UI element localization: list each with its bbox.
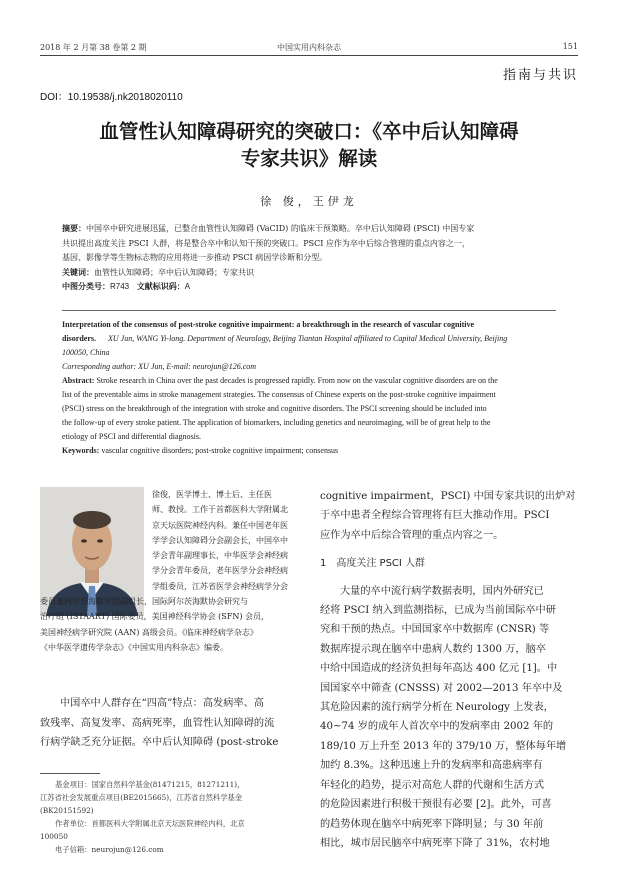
bio-line: 京天坛医院神经内科。兼任中国老年医 (152, 520, 288, 530)
title-line-2: 专家共识》解读 (240, 147, 378, 170)
bio-line: 委员兼阿尔茨海默学组副组长，国际阿尔茨海默协会研究与 (40, 597, 248, 607)
cn-abstract-label: 摘要： (62, 224, 86, 233)
body-line: 致残率、高复发率、高病死率，血管性认知障碍的流 (40, 717, 275, 729)
bio-line: 学学会认知障碍分会副会长，中国卒中 (152, 535, 288, 545)
body-line: 年轻化的趋势，提示对高危人群的代谢和生活方式 (320, 779, 545, 791)
en-keywords: vascular cognitive disorders; post-stroke cognitive impairment; consensus (101, 446, 339, 455)
bio-line: 学会青年副理事长，中华医学会神经病 (152, 551, 288, 561)
footnote-line: 电子信箱：neurojun@126.com (55, 845, 164, 854)
footnotes (40, 778, 302, 856)
en-abstract-line: etiology of PSCI and differential diagnosis. (62, 432, 201, 441)
en-keywords-label: Keywords: (62, 446, 100, 455)
running-header-journal: 中国实用内科杂志 (277, 43, 341, 52)
body-line: 究和干预的热点。中国国家卒中数据库 (CNSR) 等 (320, 624, 550, 636)
footnote-line: 作者单位：首都医科大学附属北京天坛医院神经内科，北京 (55, 819, 245, 828)
running-header-issue: 2018 年 2 月第 38 卷第 2 期 (40, 43, 147, 52)
header-rule (40, 55, 578, 56)
body-line: 行病学缺乏充分证据。卒中后认知障碍 (post-stroke (40, 737, 279, 749)
footnote-line: 100050 (40, 832, 68, 841)
footnote-line: 基金项目：国家自然科学基金(81471215，81271211)， (55, 780, 245, 789)
body-line: 中国卒中人群存在“四高”特点：高发病率、高 (60, 698, 264, 709)
body-line: 的趋势体现在脑卒中病死率下降明显；与 30 年前 (320, 818, 544, 830)
cn-keywords: 血管性认知障碍；卒中后认知障碍；专家共识 (94, 267, 254, 277)
en-corresponding: Corresponding author: XU Jun, E-mail: neurojun@126.com (62, 362, 257, 371)
body-line: 应作为卒中后综合管理的重点内容之一。 (320, 529, 504, 541)
body-line: 相比，城市居民脑卒中病死率下降了 31%，农村地 (320, 837, 550, 849)
body-line: 的危险因素进行积极干预很有必要 [2]。此外，可喜 (320, 799, 552, 811)
cn-abstract-line: 基因、影像学等生物标志物的应用将进一步推动 PSCI 病因学诊断和分型。 (62, 253, 328, 262)
body-line: 大量的卒中流行病学数据表明，国内外研究已 (340, 585, 544, 597)
cn-abstract-line: 共识提出高度关注 PSCI 人群，将是整合卒中和认知干预的突破口。PSCI 应作为卒中后综合管理的重点内容之一， (62, 238, 470, 248)
en-title-line: Interpretation of the consensus of post-stroke cognitive impairment: a breakthrough in the research of vascular cognitive (62, 320, 475, 329)
bio-line: 徐俊，医学博士、博士后、主任医 (152, 490, 272, 499)
chinese-abstract (62, 222, 562, 295)
bio-line: 师、教授。工作于首都医科大学附属北 (152, 505, 288, 515)
article-title (40, 118, 578, 172)
footnote-rule (40, 773, 100, 774)
en-abstract-line: the follow-up of every stroke patient. The application of biomarkers, including genetics and neuroimaging, will be of great help to the (62, 418, 491, 427)
clc-number: R743 (110, 282, 130, 291)
doi: DOI：10.19538/j.nk2018020110 (40, 92, 183, 103)
doc-code-label: 文献标识码： (136, 282, 185, 291)
bio-line: 学组委员，江苏省医学会神经病学分会 (152, 581, 288, 591)
en-abstract-label: Abstract: (62, 376, 95, 385)
left-column-body (40, 694, 298, 753)
english-abstract (62, 318, 556, 458)
body-line: 经将 PSCI 纳入到监测指标，已成为当前国际卒中研 (320, 605, 556, 617)
clc-label: 中图分类号： (62, 282, 110, 291)
body-line: 数据库提示现在脑卒中患病人数约 1300 万，脑卒 (320, 643, 546, 655)
en-title-line: disorders. (62, 334, 96, 343)
en-affiliation: 100050, China (62, 348, 110, 357)
bio-line: 治疗组 (ISTAART) 国际委员，美国神经科学协会 (SFN) 会员， (40, 612, 269, 622)
body-line: 国国家卒中筛查 (CNSSS) 对 2002—2013 年卒中及 (320, 682, 563, 694)
cn-keywords-label: 关键词： (62, 267, 94, 277)
body-line: cognitive impairment，PSCI) 中国专家共识的出炉对 (320, 491, 576, 502)
cn-abstract-line: 中国卒中研究进展迅猛，已整合血管性认知障碍 (VaCID) 的临床干预策略。卒中后认知障碍 (PSCI) 中国专家 (86, 224, 475, 233)
en-abstract-line: list of the preventable aims in stroke management strategies. The consensus of Chinese experts on the post-stroke cognitive impairment (62, 390, 496, 399)
bio-line: 学分会青年委员，老年医学分会神经病 (152, 566, 288, 576)
doc-code: A (184, 282, 191, 291)
footnote-line: (BK20151592) (40, 806, 94, 815)
en-affiliation: XU Jun, WANG Yi-long. Department of Neurology, Beijing Tiantan Hospital affiliated to Capital Medical University, Beijing (108, 334, 508, 343)
section-tag: 指南与共识 (502, 68, 578, 83)
body-line: 中给中国造成的经济负担每年高达 400 亿元 [1]。中 (320, 663, 558, 675)
author-bio (40, 487, 299, 655)
abstract-divider (62, 310, 556, 311)
footnote-line: 江苏省社会发展重点项目(BE2015665)，江苏省自然科学基金 (40, 793, 243, 802)
bio-line: 美国神经病学研究院 (AAN) 高级会员。《临床神经病学杂志》 (40, 627, 258, 637)
body-line: 40~74 岁的成年人首次卒中的发病率由 2002 年的 (320, 721, 554, 733)
en-abstract-line: (PSCI) stress on the breakthrough of the integration with stroke and cognitive disorders. The PSCI screening should be included into (62, 404, 487, 413)
title-line-1: 血管性认知障碍研究的突破口：《卒中后认知障碍 (99, 120, 519, 143)
section-heading: 1 高度关注 PSCI 人群 (320, 558, 426, 570)
bio-line: 《中华医学遗传学杂志》《中国实用内科杂志》编委。 (40, 642, 228, 652)
body-line: 189/10 万上升至 2013 年的 379/10 万，整体每年增 (320, 740, 567, 752)
page-number: 151 (562, 42, 578, 51)
body-line: 加约 8.3%。这种迅速上升的发病率和高患病率有 (320, 760, 543, 772)
authors: 徐 俊，王伊龙 (260, 195, 358, 208)
en-abstract-line: Stroke research in China over the past decades is progressed rapidly. From now on the vascular cognitive disorders are on the (96, 376, 498, 385)
body-line: 于卒中患者全程综合管理将有巨大推动作用。PSCI (320, 510, 550, 522)
right-column-body (320, 487, 578, 853)
body-line: 其危险因素的流行病学分析在 Neurology 上发表， (320, 702, 554, 714)
